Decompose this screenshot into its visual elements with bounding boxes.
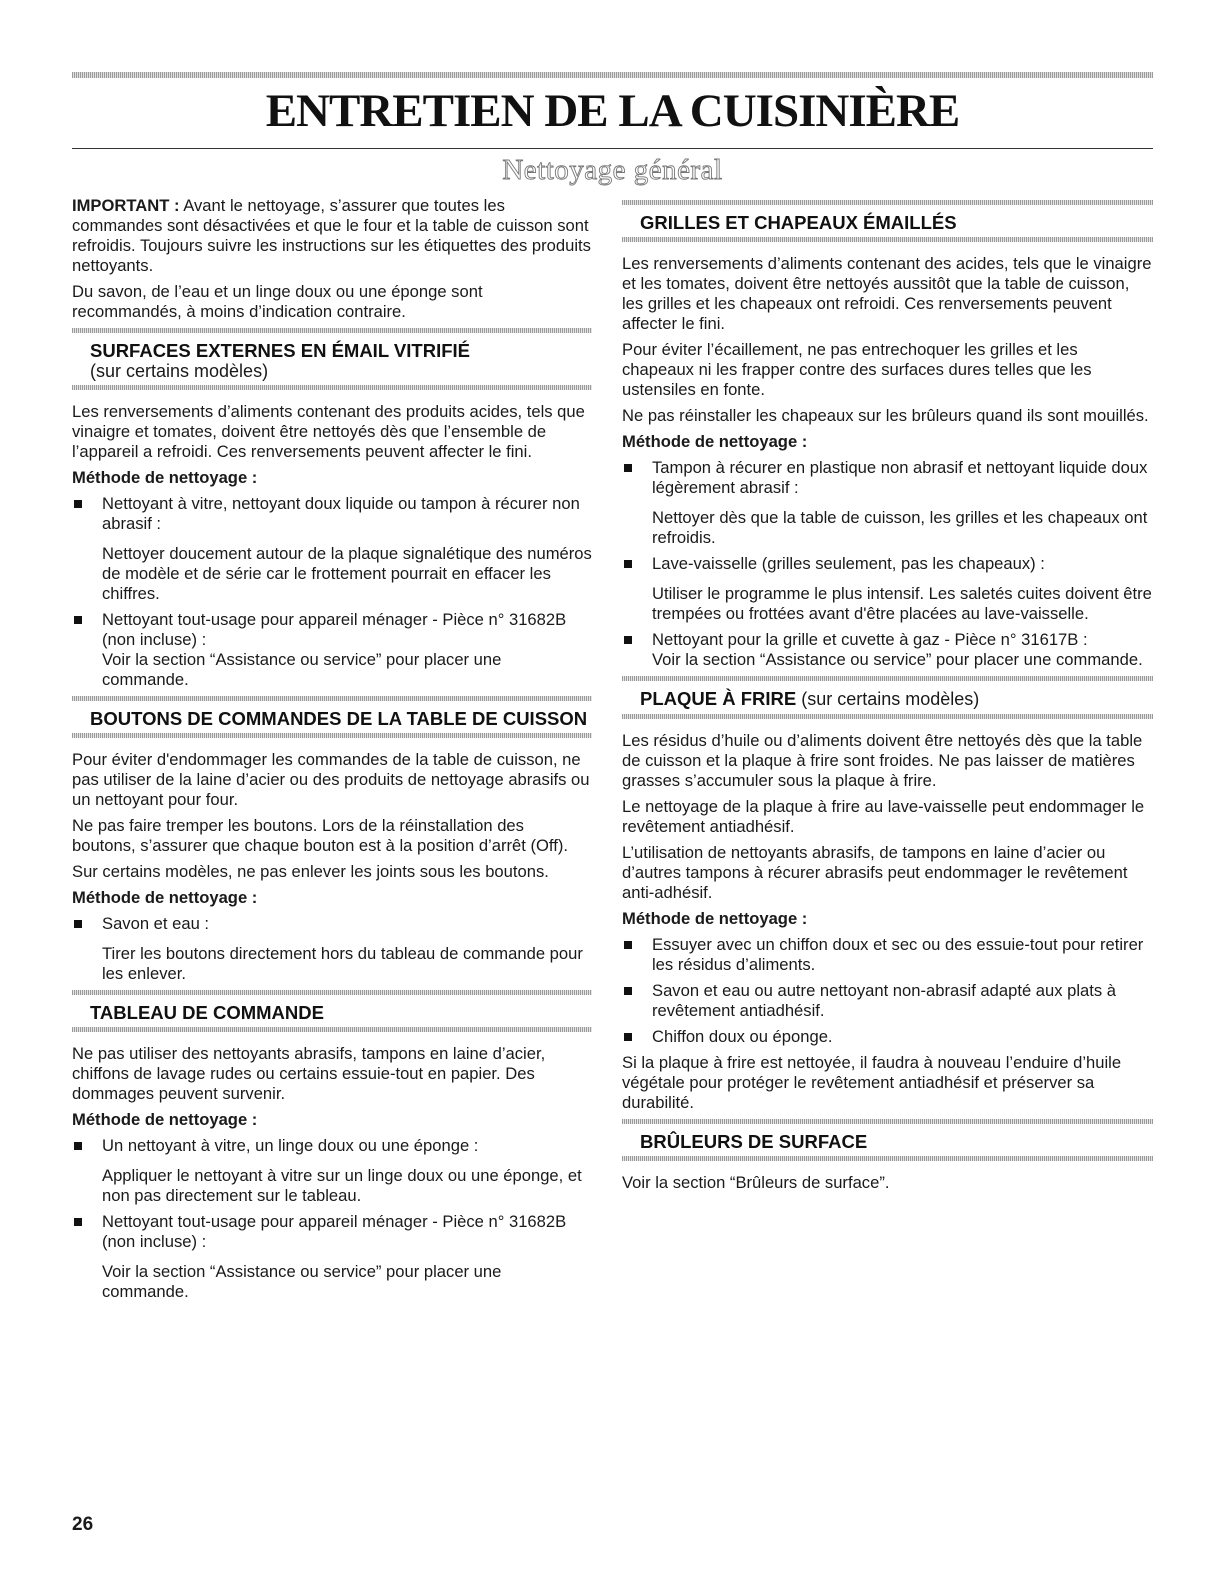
bullet-list <box>72 494 592 690</box>
bullet-text: Chiffon doux ou éponge. <box>652 1027 833 1046</box>
paragraph: Ne pas faire tremper les boutons. Lors de la réinstallation des boutons, s’assurer que chaque bouton est à la position d’arrêt (Off). <box>72 816 568 855</box>
section-grates-caps <box>622 200 1153 670</box>
left-column <box>72 196 592 1308</box>
section-title: SURFACES EXTERNES EN ÉMAIL VITRIFIÉ <box>90 340 470 361</box>
paragraph: Sur certains modèles, ne pas enlever les joints sous les boutons. <box>72 862 549 881</box>
section-rule <box>622 714 1153 719</box>
section-rule <box>622 237 1153 242</box>
page-title: ENTRETIEN DE LA CUISINIÈRE <box>265 85 960 137</box>
bullet-subtext: Appliquer le nettoyant à vitre sur un linge doux ou une éponge, et non pas directement sur le tableau. <box>102 1166 582 1205</box>
intro-paragraph: Du savon, de l’eau et un linge doux ou une éponge sont recommandés, à moins d’indication contraire. <box>72 282 483 321</box>
section-title-line <box>640 689 1153 710</box>
bullet-text: Tampon à récurer en plastique non abrasif et nettoyant liquide doux légèrement abrasif : <box>652 458 1148 497</box>
paragraph: Si la plaque à frire est nettoyée, il faudra à nouveau l’enduire d’huile végétale pour protéger le revêtement antiadhésif et préserver sa durabilité. <box>622 1053 1122 1112</box>
paragraph: Les renversements d’aliments contenant des produits acides, tels que vinaigre et tomates, doivent être nettoyés dès que l’ensemble de l’appareil a refroidi. Ces renversements peuvent affecter le fini. <box>72 402 585 461</box>
bullet-item <box>72 494 592 604</box>
bullet-list <box>622 935 1153 1047</box>
bullet-text: Nettoyant tout-usage pour appareil ménager - Pièce n° 31682B (non incluse) : <box>102 610 567 649</box>
method-heading: Méthode de nettoyage : <box>622 432 808 451</box>
bullet-text: Savon et eau : <box>102 914 210 933</box>
bullet-list <box>72 1136 592 1302</box>
paragraph: L’utilisation de nettoyants abrasifs, de tampons en laine d’acier ou d’autres tampons à récurer abrasifs peut endommager le revêtement anti-adhésif. <box>622 843 1128 902</box>
bullet-item <box>622 1027 1153 1047</box>
page-subtitle: Nettoyage général <box>502 154 723 186</box>
important-text: Avant le nettoyage, s’assurer que toutes les commandes sont désactivées et que le four et la table de cuisson sont refroidis. Toujours suivre les instructions sur les étiquettes des produits nettoyants. <box>72 196 591 275</box>
bullet-text: Nettoyant pour la grille et cuvette à gaz - Pièce n° 31617B : <box>652 630 1088 649</box>
section-subtitle: (sur certains modèles) <box>90 361 269 381</box>
section-surface-burners <box>622 1119 1153 1193</box>
bullet-subtext: Nettoyer dès que la table de cuisson, les grilles et les chapeaux ont refroidis. <box>652 508 1148 547</box>
section-title: BRÛLEURS DE SURFACE <box>640 1131 868 1152</box>
section-header <box>622 1124 1153 1156</box>
bullet-item <box>72 1212 592 1302</box>
bullet-item <box>622 630 1153 670</box>
bullet-subtext: Voir la section “Assistance ou service” pour placer une commande. <box>102 1262 502 1301</box>
section-title: TABLEAU DE COMMANDE <box>90 1002 324 1023</box>
section-header <box>622 205 1153 237</box>
paragraph: Ne pas réinstaller les chapeaux sur les brûleurs quand ils sont mouillés. <box>622 406 1149 425</box>
paragraph: Les renversements d’aliments contenant des acides, tels que le vinaigre et les tomates, doivent être nettoyés aussitôt que la table de cuisson, les grilles et les chapeaux ont refroidi. Ces renversements peuvent affecter le fini. <box>622 254 1152 333</box>
bullet-list <box>622 458 1153 670</box>
section-control-panel <box>72 990 592 1302</box>
bullet-text: Un nettoyant à vitre, un linge doux ou une éponge : <box>102 1136 479 1155</box>
section-rule <box>72 1027 592 1032</box>
bullet-subtext: Tirer les boutons directement hors du tableau de commande pour les enlever. <box>102 944 583 983</box>
section-header <box>72 995 592 1027</box>
section-rule <box>72 385 592 390</box>
bullet-subtext: Utiliser le programme le plus intensif. Les saletés cuites doivent être trempées ou frottées avant d'être placées au lave-vaisselle. <box>652 584 1152 623</box>
section-title: BOUTONS DE COMMANDES DE LA TABLE DE CUISSON <box>90 708 588 729</box>
important-paragraph <box>72 196 592 276</box>
bullet-text: Nettoyant tout-usage pour appareil ménager - Pièce n° 31682B (non incluse) : <box>102 1212 567 1251</box>
bullet-subtext: Nettoyer doucement autour de la plaque signalétique des numéros de modèle et de série car le frottement pourrait en effacer les chiffres. <box>102 544 592 603</box>
section-griddle <box>622 676 1153 1113</box>
bullet-item <box>72 610 592 690</box>
bullet-text: Lave-vaisselle (grilles seulement, pas les chapeaux) : <box>652 554 1045 573</box>
top-dotted-rule <box>72 72 1153 78</box>
section-title: PLAQUE À FRIRE <box>640 688 797 709</box>
method-heading: Méthode de nettoyage : <box>72 888 258 907</box>
method-heading: Méthode de nettoyage : <box>622 909 808 928</box>
bullet-text: Savon et eau ou autre nettoyant non-abrasif adapté aux plats à revêtement antiadhésif. <box>652 981 1117 1020</box>
section-subtitle: (sur certains modèles) <box>796 689 980 709</box>
section-header <box>622 681 1153 714</box>
bullet-item <box>622 981 1153 1021</box>
bullet-text-line2: Voir la section “Assistance ou service” pour placer une commande. <box>652 650 1143 669</box>
section-cooktop-knobs <box>72 696 592 984</box>
section-enamel-surfaces <box>72 328 592 690</box>
bullet-text: Nettoyant à vitre, nettoyant doux liquide ou tampon à récurer non abrasif : <box>102 494 580 533</box>
section-rule <box>622 1156 1153 1161</box>
page-number: 26 <box>72 1514 94 1535</box>
bullet-text: Essuyer avec un chiffon doux et sec ou des essuie-tout pour retirer les résidus d’aliments. <box>652 935 1144 974</box>
paragraph: Les résidus d’huile ou d’aliments doivent être nettoyés dès que la table de cuisson et la plaque à frire sont froides. Ne pas laisser de matières grasses s’accumuler sous la plaque à frire. <box>622 731 1143 790</box>
section-rule <box>72 733 592 738</box>
right-column <box>622 196 1153 1199</box>
paragraph: Ne pas utiliser des nettoyants abrasifs, tampons en laine d’acier, chiffons de lavage rudes ou certains essuie-tout en papier. Des dommages peuvent survenir. <box>72 1044 546 1103</box>
method-heading: Méthode de nettoyage : <box>72 468 258 487</box>
bullet-item <box>622 554 1153 624</box>
bullet-list <box>72 914 592 984</box>
bullet-item <box>622 458 1153 548</box>
bullet-item <box>72 1136 592 1206</box>
section-header <box>72 701 592 733</box>
important-label: IMPORTANT : <box>72 196 180 215</box>
bullet-text-line2: Voir la section “Assistance ou service” pour placer une commande. <box>102 650 502 689</box>
method-heading: Méthode de nettoyage : <box>72 1110 258 1129</box>
bullet-item <box>72 914 592 984</box>
section-title: GRILLES ET CHAPEAUX ÉMAILLÉS <box>640 212 957 233</box>
paragraph: Pour éviter d'endommager les commandes de la table de cuisson, ne pas utiliser de la laine d’acier ou des produits de nettoyage abrasifs ou un nettoyant pour four. <box>72 750 590 809</box>
paragraph: Pour éviter l’écaillement, ne pas entrechoquer les grilles et les chapeaux ni les frapper contre des surfaces dures telles que les ustensiles en fonte. <box>622 340 1092 399</box>
paragraph: Voir la section “Brûleurs de surface”. <box>622 1173 890 1192</box>
section-header <box>72 333 592 385</box>
paragraph: Le nettoyage de la plaque à frire au lave-vaisselle peut endommager le revêtement antiadhésif. <box>622 797 1145 836</box>
bullet-item <box>622 935 1153 975</box>
title-rule <box>72 148 1153 149</box>
